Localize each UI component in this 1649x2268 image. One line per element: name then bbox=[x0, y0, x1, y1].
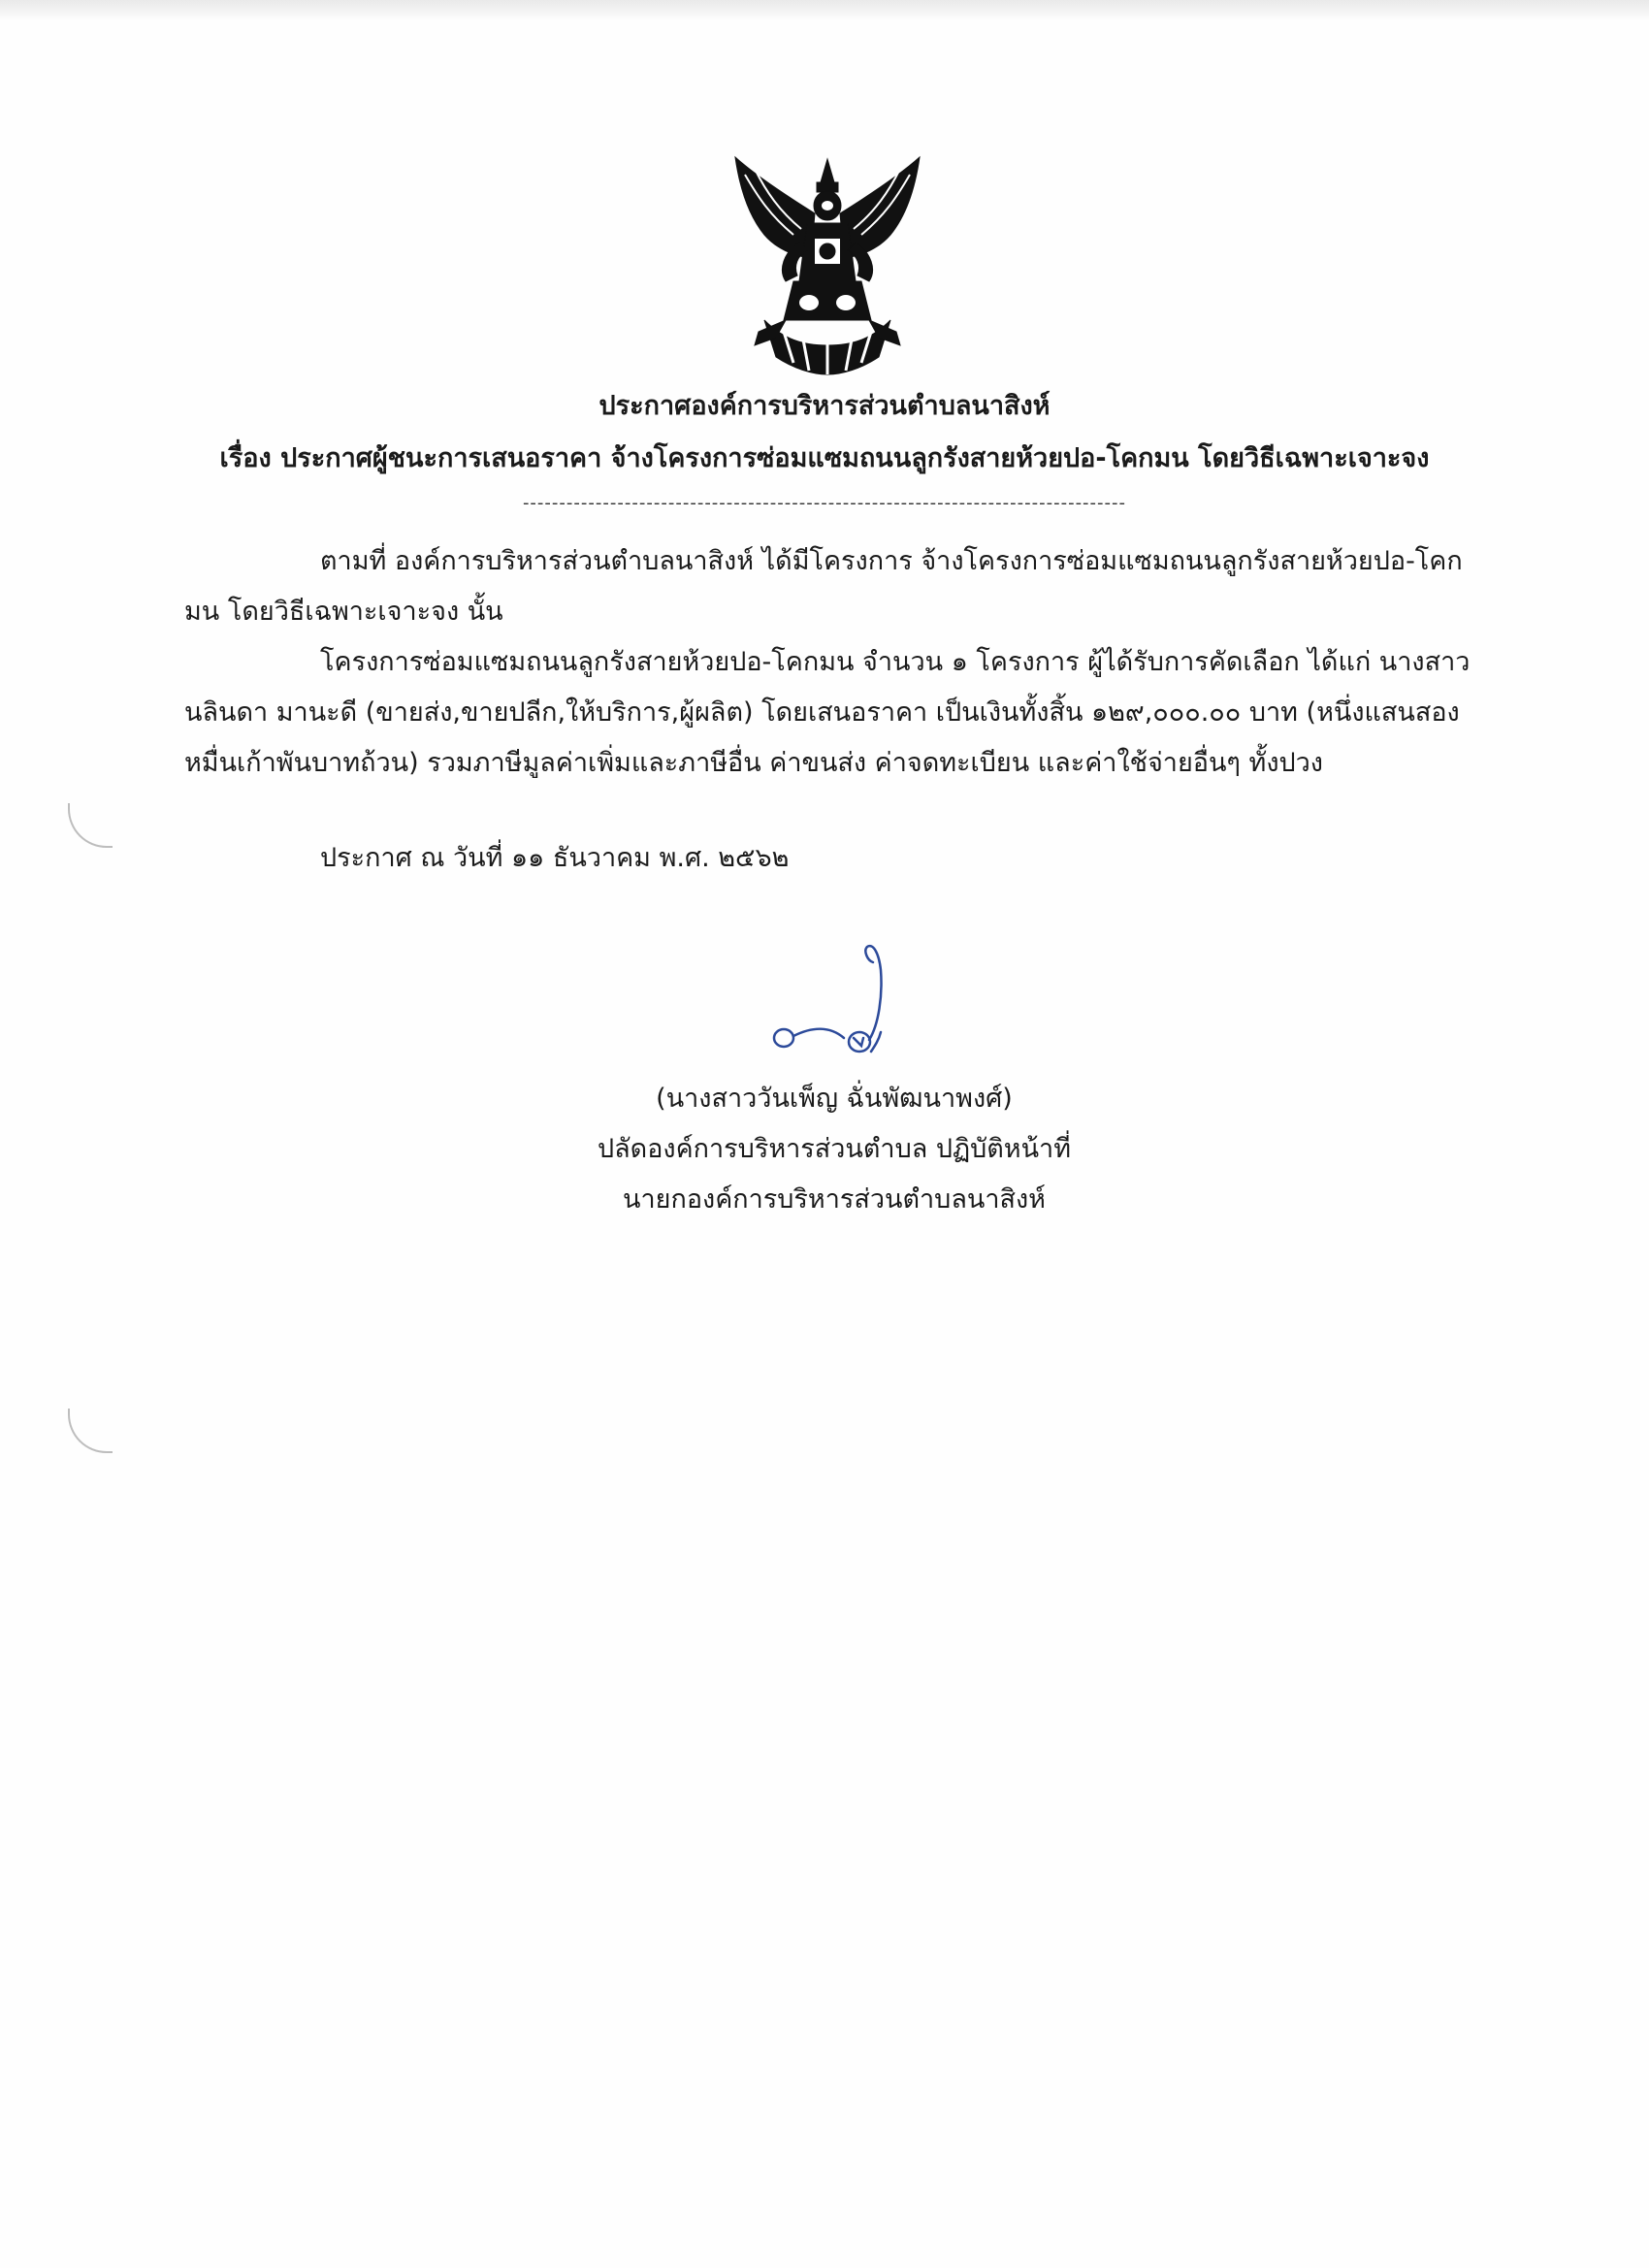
body-paragraph-line: โครงการซ่อมแซมถนนลูกรังสายห้วยปอ-โคกมน จำนวน ๑ โครงการ ผู้ได้รับการคัดเลือก ได้แก่ นางสาว bbox=[320, 647, 1471, 677]
garuda-emblem-icon bbox=[726, 155, 929, 380]
body-paragraph-line: หมื่นเก้าพันบาทถ้วน) รวมภาษีมูลค่าเพิ่มและภาษีอื่น ค่าขนส่ง ค่าจดทะเบียน และค่าใช้จ่ายอื่นๆ ทั้งปวง bbox=[184, 748, 1323, 778]
signatory-acting-title: นายกองค์การบริหารส่วนตำบลนาสิงห์ bbox=[623, 1184, 1046, 1215]
scan-edge-shadow bbox=[0, 0, 1649, 21]
announcement-subject: เรื่อง ประกาศผู้ชนะการเสนอราคา จ้างโครงการซ่อมแซมถนนลูกรังสายห้วยปอ-โคกมน โดยวิธีเฉพาะเจาะจง bbox=[219, 443, 1430, 473]
announcement-date: ประกาศ ณ วันที่ ๑๑ ธันวาคม พ.ศ. ๒๕๖๒ bbox=[320, 843, 790, 873]
handwritten-signature bbox=[766, 937, 912, 1063]
signatory-name: (นางสาววันเพ็ญ ฉั่นพัฒนาพงศ์) bbox=[656, 1084, 1013, 1114]
body-paragraph-line: นลินดา มานะดี (ขายส่ง,ขายปลีก,ให้บริการ,ผู้ผลิต) โดยเสนอราคา เป็นเงินทั้งสิ้น ๑๒๙,๐๐๐.๐๐ บาท (หนึ่งแสนสอง bbox=[184, 697, 1460, 728]
title-divider: ----------------------------------------------------------------------------------- bbox=[522, 493, 1127, 513]
punch-hole-mark bbox=[68, 1409, 113, 1453]
signatory-position: ปลัดองค์การบริหารส่วนตำบล ปฏิบัติหน้าที่ bbox=[597, 1134, 1071, 1164]
body-paragraph-line: ตามที่ องค์การบริหารส่วนตำบลนาสิงห์ ได้มีโครงการ จ้างโครงการซ่อมแซมถนนลูกรังสายห้วยปอ-โคก bbox=[320, 546, 1463, 576]
announcement-title: ประกาศองค์การบริหารส่วนตำบลนาสิงห์ bbox=[598, 391, 1051, 421]
punch-hole-mark bbox=[68, 803, 113, 848]
body-paragraph-line: มน โดยวิธีเฉพาะเจาะจง นั้น bbox=[184, 597, 503, 627]
